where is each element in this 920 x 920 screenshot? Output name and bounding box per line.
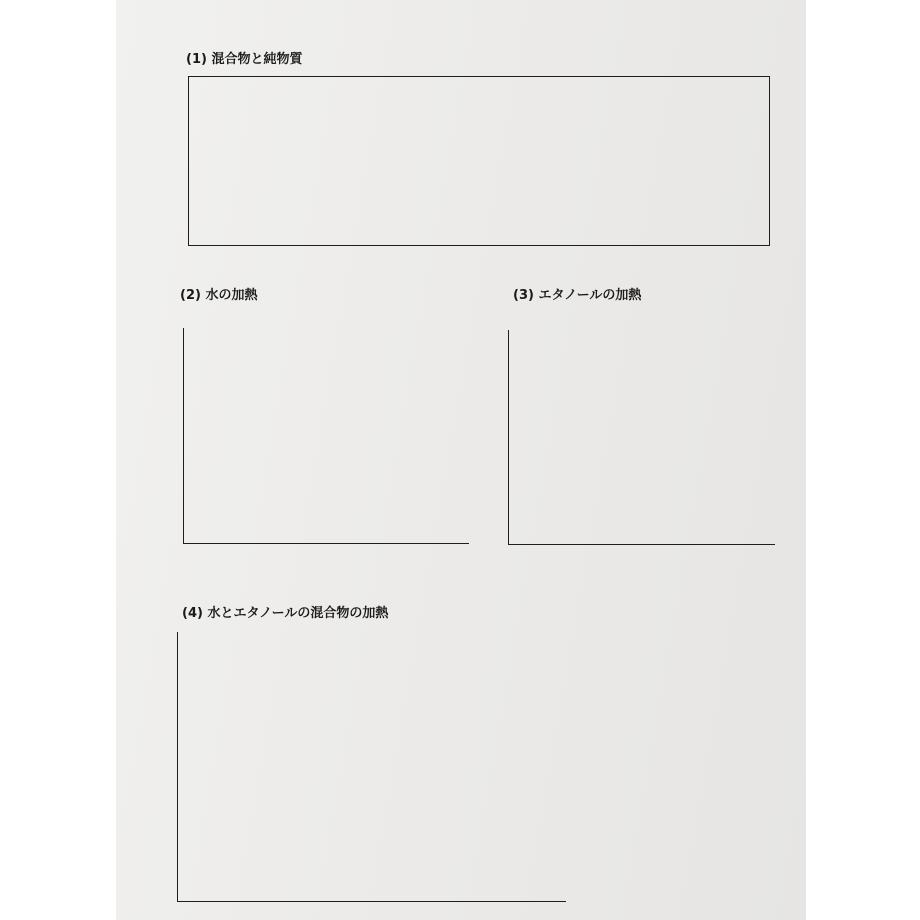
section-3-x-axis <box>508 544 775 545</box>
section-3-title: (3) エタノールの加熱 <box>513 288 642 303</box>
section-2-title: (2) 水の加熱 <box>180 288 258 303</box>
section-1-answer-box <box>188 76 770 246</box>
section-4-y-axis <box>177 632 178 902</box>
section-4-x-axis <box>177 901 566 902</box>
section-1-title: (1) 混合物と純物質 <box>186 52 303 67</box>
section-4-title: (4) 水とエタノールの混合物の加熱 <box>182 606 389 621</box>
section-3-y-axis <box>508 330 509 544</box>
section-2-x-axis <box>183 543 469 544</box>
section-2-y-axis <box>183 328 184 544</box>
